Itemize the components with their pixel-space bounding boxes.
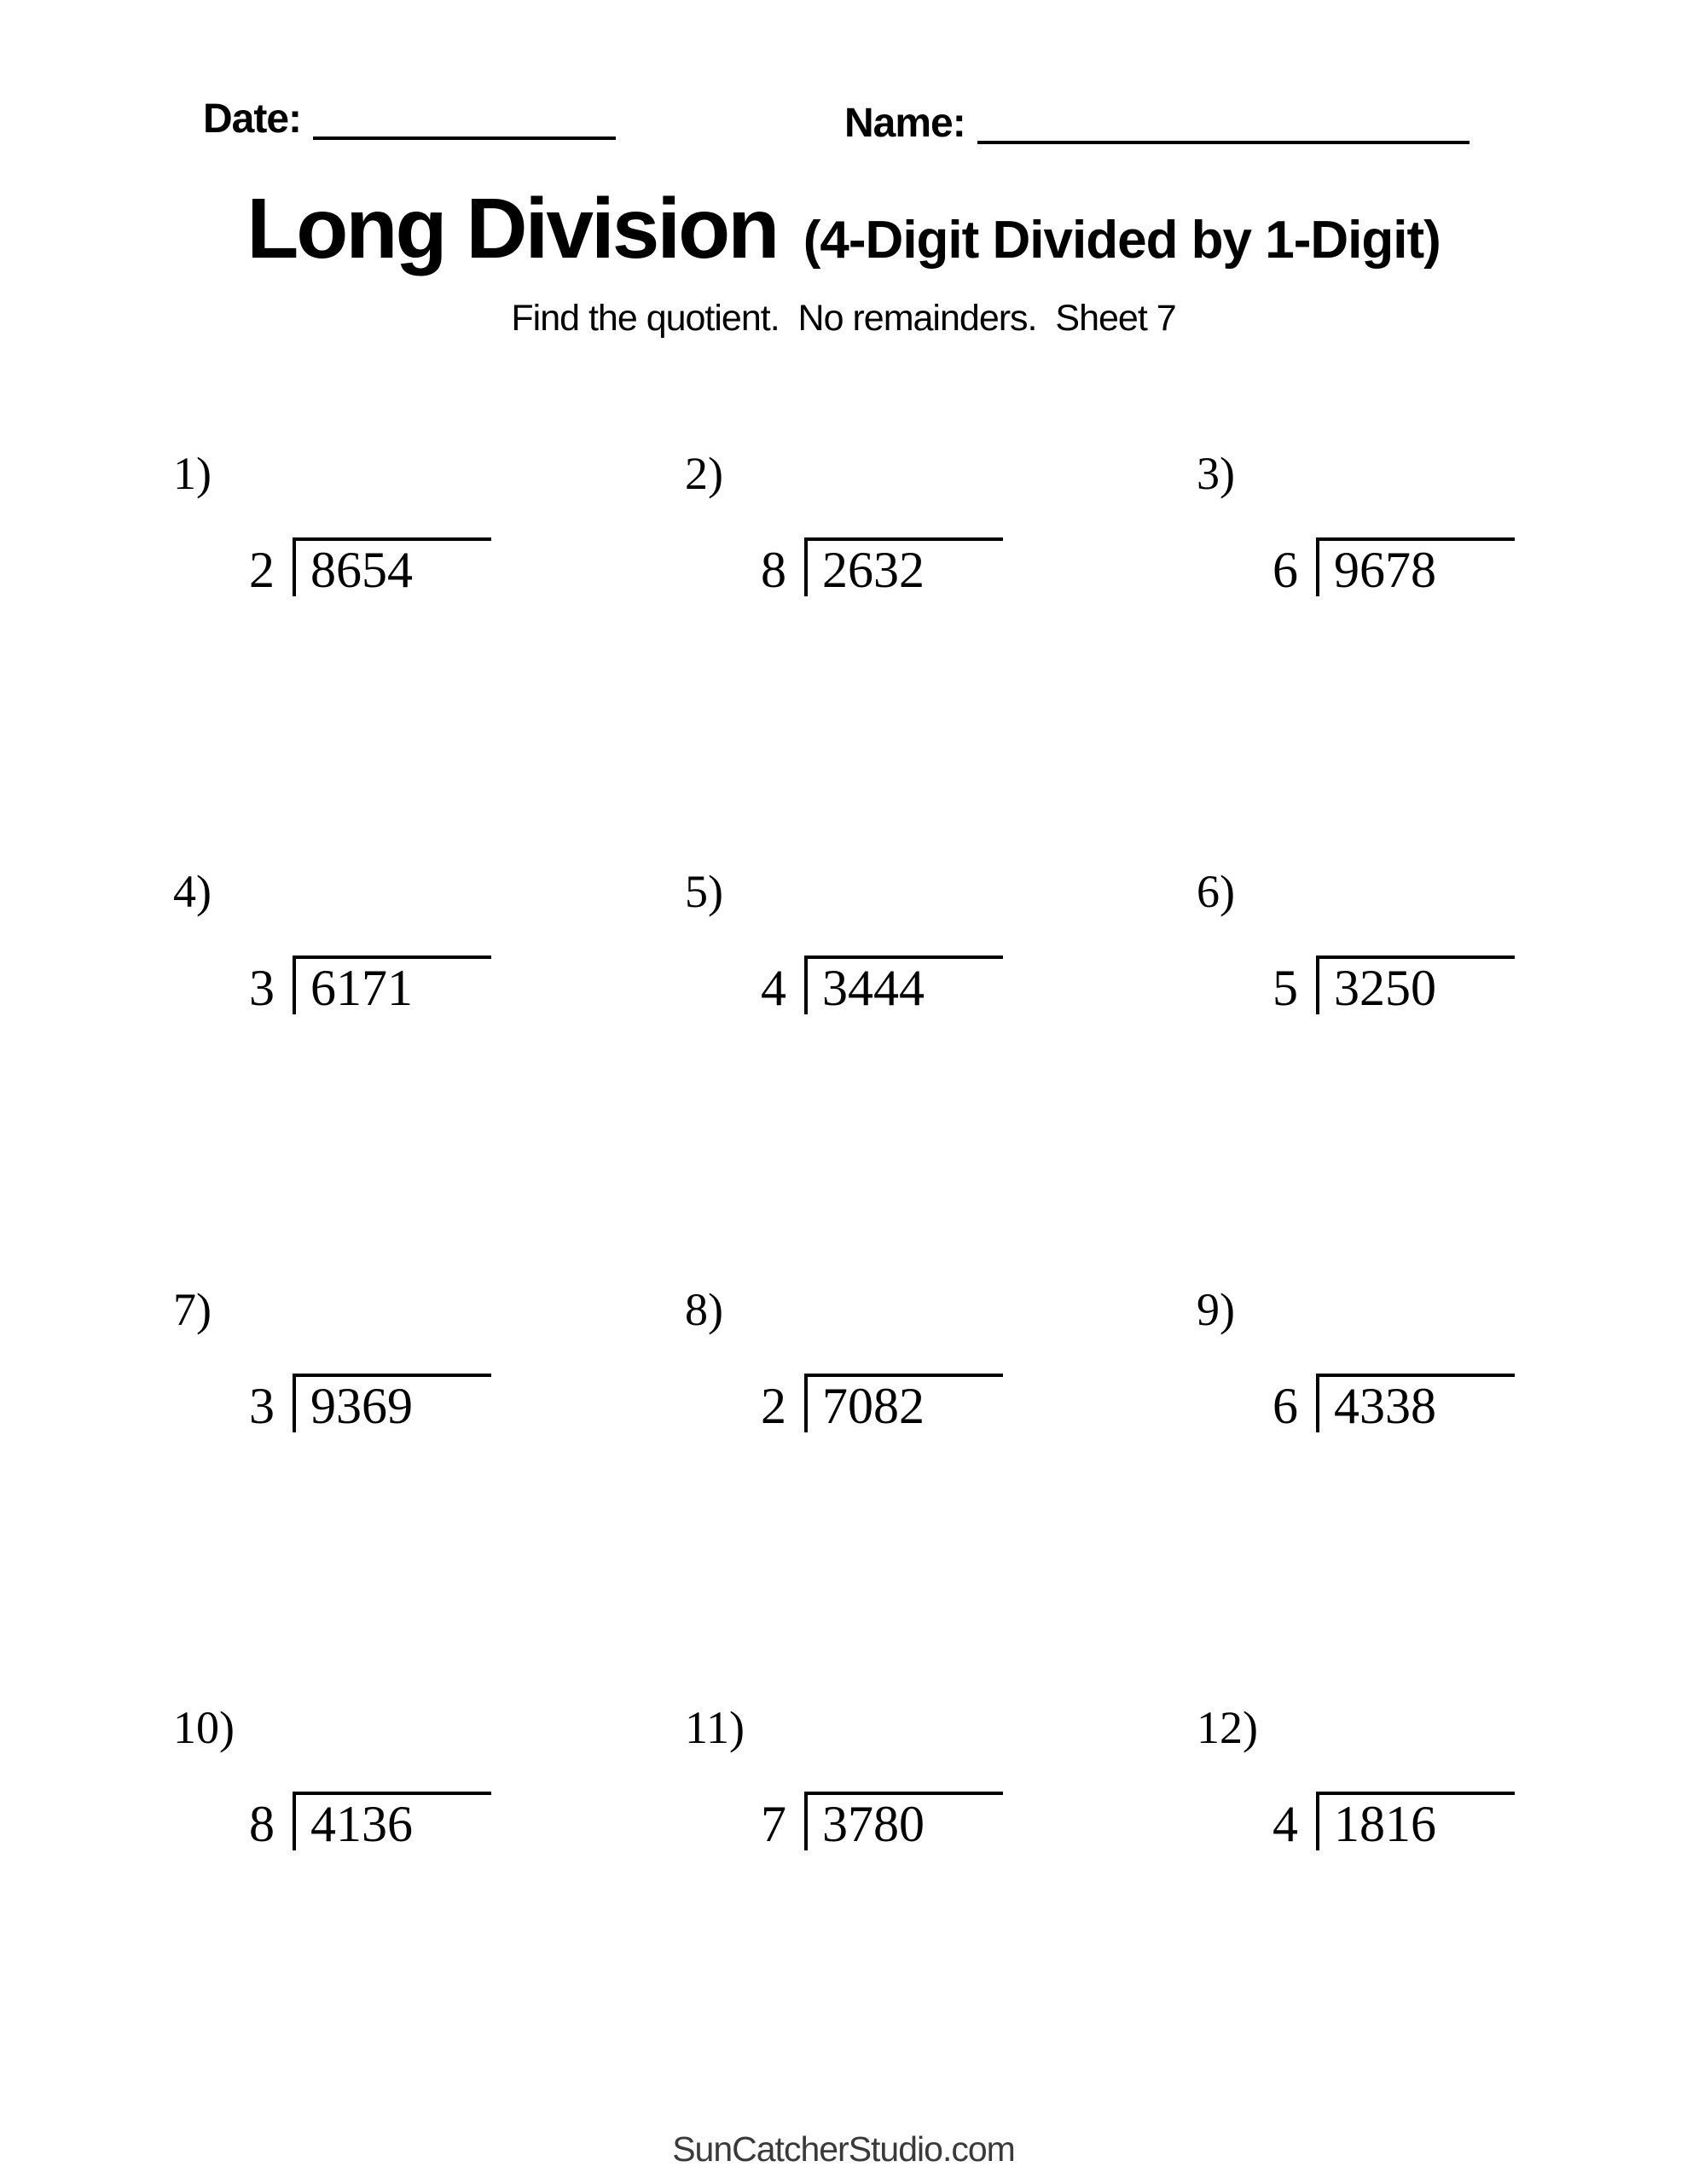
problems-grid: [173, 449, 1687, 2121]
divisor: 2: [761, 1378, 786, 1434]
dividend-under-bracket: 4338: [1316, 1374, 1515, 1432]
division-expression: [1272, 1792, 1515, 1850]
division-expression: [1272, 956, 1515, 1014]
dividend-under-bracket: 8654: [293, 537, 491, 596]
divisor: 3: [249, 960, 275, 1016]
division-expression: [1272, 537, 1515, 596]
divisor: 2: [249, 542, 275, 598]
divisor: 8: [761, 542, 786, 598]
problem-number: 11): [685, 1702, 745, 1753]
name-label: Name:: [844, 101, 965, 146]
problem-number: 10): [173, 1702, 235, 1753]
date-field: [203, 96, 616, 142]
divisor: 4: [761, 960, 786, 1016]
problem-2: [685, 449, 1197, 867]
dividend-under-bracket: 1816: [1316, 1792, 1515, 1850]
dividend-under-bracket: 9369: [293, 1374, 491, 1432]
title-parenthetical: (4-Digit Divided by 1-Digit): [803, 211, 1441, 270]
date-blank-line: [313, 101, 616, 140]
date-label: Date:: [203, 96, 302, 142]
problem-number: 9): [1197, 1284, 1235, 1335]
problem-number: 2): [685, 448, 723, 499]
dividend-under-bracket: 9678: [1316, 537, 1515, 596]
divisor: 7: [761, 1796, 786, 1852]
problem-number: 8): [685, 1284, 723, 1335]
division-expression: [761, 1792, 1003, 1850]
dividend-under-bracket: 7082: [804, 1374, 1003, 1432]
problem-number: 12): [1197, 1702, 1258, 1753]
title-main: Long Division: [246, 181, 778, 276]
website-credit: SunCatcherStudio.com: [672, 2129, 1015, 2169]
division-expression: [249, 1792, 491, 1850]
problem-11: [685, 1703, 1197, 2121]
divisor: 3: [249, 1378, 275, 1434]
division-expression: [249, 1374, 491, 1432]
problem-number: 5): [685, 866, 723, 917]
problem-number: 6): [1197, 866, 1235, 917]
problem-1: [173, 449, 685, 867]
instructions-text: Find the quotient. No remainders. Sheet 7: [511, 298, 1176, 339]
problem-number: 3): [1197, 448, 1235, 499]
problem-9: [1197, 1285, 1687, 1703]
divisor: 4: [1272, 1796, 1298, 1852]
page-title: [0, 181, 1687, 276]
dividend-under-bracket: 3780: [804, 1792, 1003, 1850]
name-blank-line: [977, 105, 1470, 144]
name-field: [844, 103, 1470, 144]
dividend-under-bracket: 3250: [1316, 956, 1515, 1014]
problem-number: 7): [173, 1284, 212, 1335]
problem-10: [173, 1703, 685, 2121]
dividend-under-bracket: 2632: [804, 537, 1003, 596]
division-expression: [761, 537, 1003, 596]
division-expression: [761, 956, 1003, 1014]
dividend-under-bracket: 6171: [293, 956, 491, 1014]
problem-3: [1197, 449, 1687, 867]
problem-5: [685, 867, 1197, 1285]
division-expression: [249, 956, 491, 1014]
division-expression: [1272, 1374, 1515, 1432]
problem-12: [1197, 1703, 1687, 2121]
divisor: 6: [1272, 1378, 1298, 1434]
problem-number: 1): [173, 448, 212, 499]
dividend-under-bracket: 4136: [293, 1792, 491, 1850]
problem-4: [173, 867, 685, 1285]
dividend-under-bracket: 3444: [804, 956, 1003, 1014]
division-expression: [761, 1374, 1003, 1432]
problem-7: [173, 1285, 685, 1703]
divisor: 8: [249, 1796, 275, 1852]
division-expression: [249, 537, 491, 596]
problem-6: [1197, 867, 1687, 1285]
problem-8: [685, 1285, 1197, 1703]
divisor: 6: [1272, 542, 1298, 598]
problem-number: 4): [173, 866, 212, 917]
divisor: 5: [1272, 960, 1298, 1016]
